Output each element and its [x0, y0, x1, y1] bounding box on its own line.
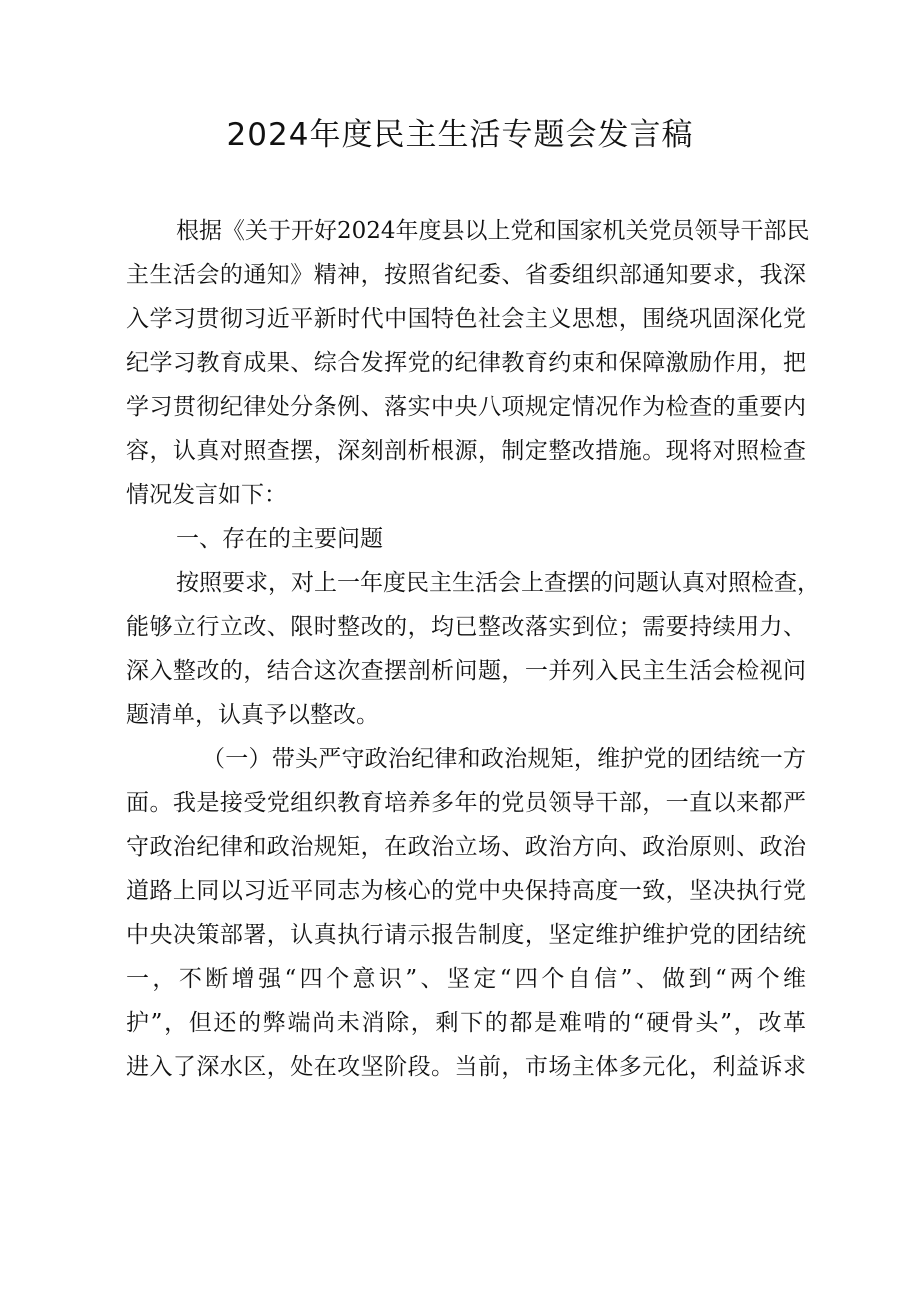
body-text-line: 守政治纪律和政治规矩，在政治立场、政治方向、政治原则、政治 — [126, 834, 806, 860]
body-text-line: 中央决策部署，认真执行请示报告制度，坚定维护维护党的团结统 — [126, 922, 806, 948]
body-text-line: 题清单，认真予以整改。 — [126, 702, 379, 728]
body-text-line: （一）带头严守政治纪律和政治规矩，维护党的团结统一方 — [202, 746, 806, 772]
body-text-line: 容，认真对照查摆，深刻剖析根源，制定整改措施。现将对照检查 — [126, 438, 806, 464]
body-text-line: 道路上同以习近平同志为核心的党中央保持高度一致，坚决执行党 — [126, 878, 806, 904]
body-text-line: 进入了深水区，处在攻坚阶段。当前，市场主体多元化，利益诉求 — [126, 1054, 806, 1080]
body-text-line: 面。我是接受党组织教育培养多年的党员领导干部，一直以来都严 — [126, 790, 806, 816]
body-text-line: 能够立行立改、限时整改的，均已整改落实到位；需要持续用力、 — [126, 614, 806, 640]
body-text-line: 一、存在的主要问题 — [176, 526, 383, 552]
body-text-line: 入学习贯彻习近平新时代中国特色社会主义思想，围绕巩固深化党 — [126, 306, 806, 332]
body-text-line: 学习贯彻纪律处分条例、落实中央八项规定情况作为检查的重要内 — [126, 394, 806, 420]
body-text-line: 主生活会的通知》精神，按照省纪委、省委组织部通知要求，我深 — [126, 262, 806, 288]
body-text-line: 按照要求，对上一年度民主生活会上查摆的问题认真对照检查， — [176, 570, 820, 596]
body-text-line: 根据《关于开好2024年度县以上党和国家机关党员领导干部民 — [176, 218, 810, 244]
body-text-line: 深入整改的，结合这次查摆剖析问题，一并列入民主生活会检视问 — [126, 658, 806, 684]
document-body — [126, 209, 820, 1089]
body-text-line: 情况发言如下： — [126, 482, 287, 508]
body-text-line: 纪学习教育成果、综合发挥党的纪律教育约束和保障激励作用，把 — [126, 350, 806, 376]
body-text-line: 护”，但还的弊端尚未消除，剩下的都是难啃的“硬骨头”，改革 — [126, 1010, 806, 1036]
document-title: 2024年度民主生活专题会发言稿 — [226, 117, 694, 153]
body-text-line: 一，不断增强“四个意识”、坚定“四个自信”、做到“两个维 — [126, 966, 806, 992]
